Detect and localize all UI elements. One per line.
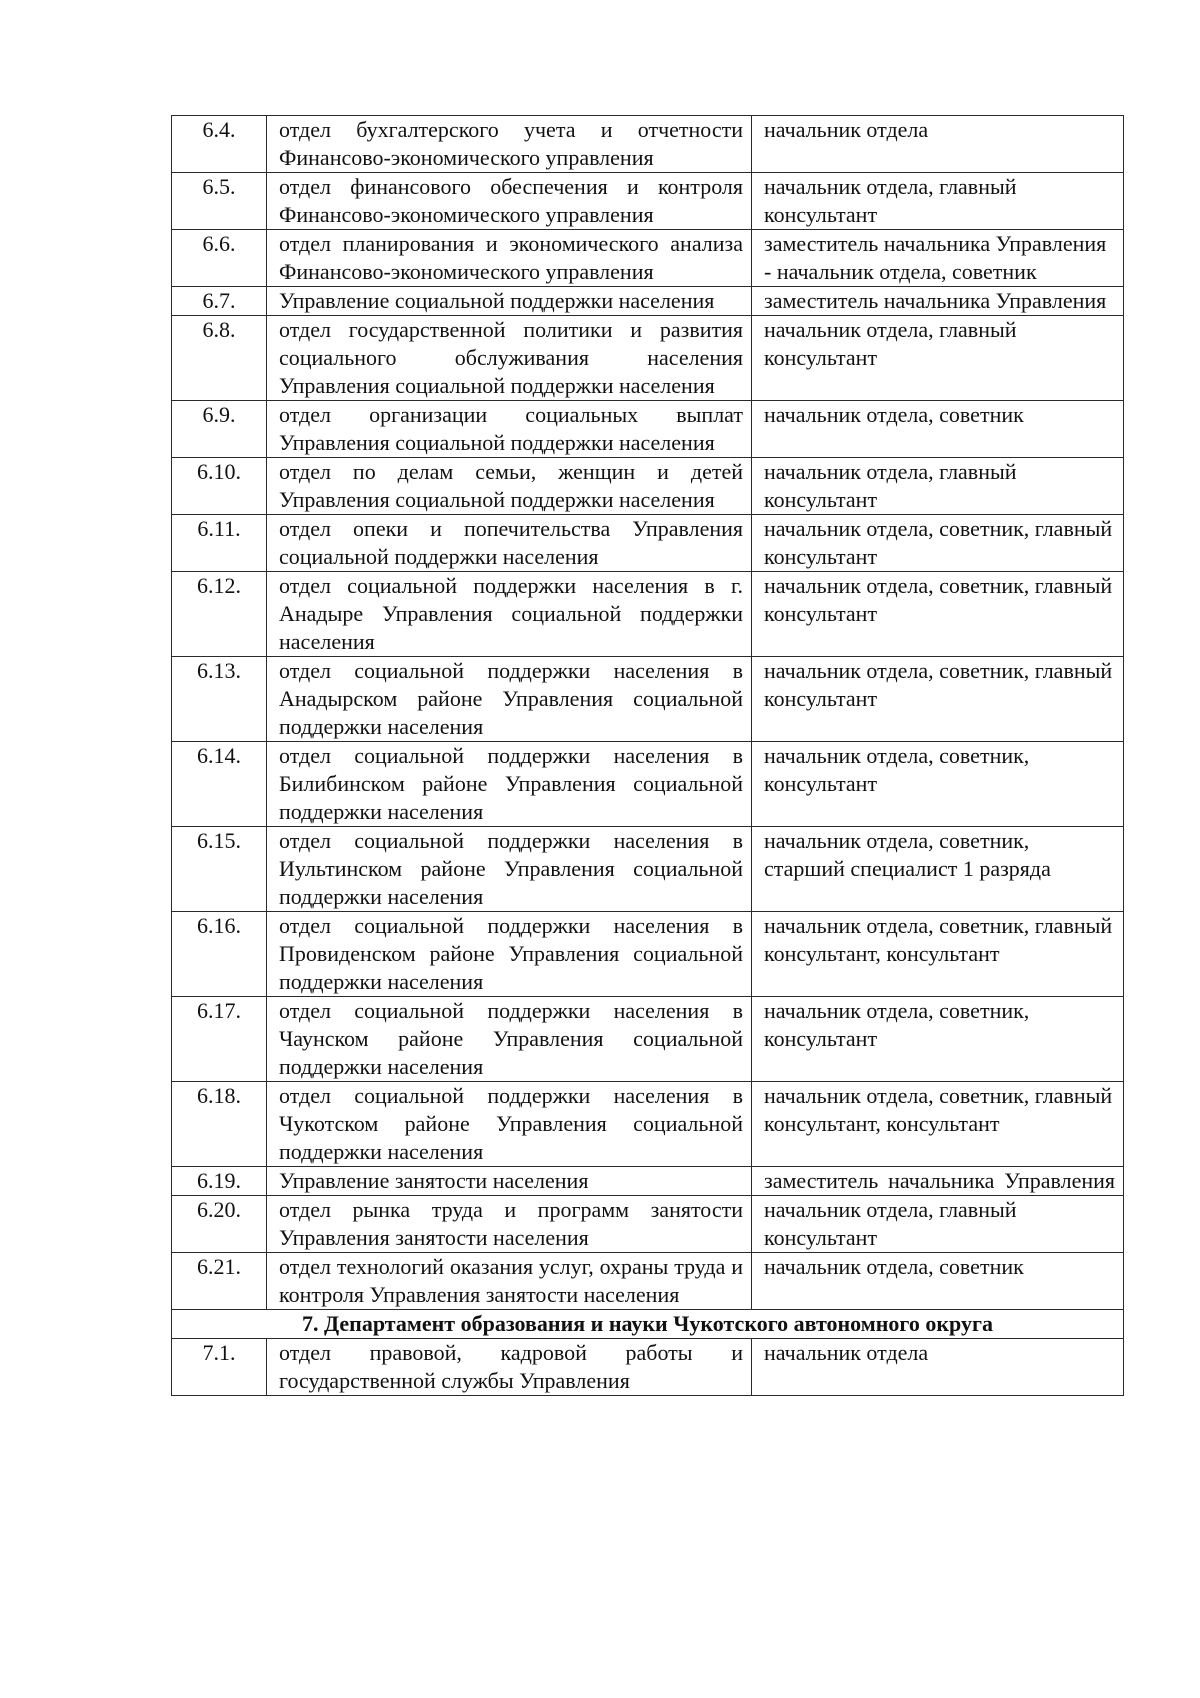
row-number: 6.15. [172,827,267,912]
table-row [172,401,1124,458]
department-name: отдел социальной поддержки населения в Анадырском районе Управления социальной поддержки населения [267,657,752,742]
positions: заместитель начальника Управления - начальник отдела, советник [752,230,1124,287]
positions: заместитель начальника Управления [752,1167,1124,1196]
department-name: отдел социальной поддержки населения в г. Анадыре Управления социальной поддержки населения [267,572,752,657]
positions: начальник отдела, главный консультант [752,1196,1124,1253]
table-body [172,116,1124,1396]
department-name: отдел финансового обеспечения и контроля Финансово-экономического управления [267,173,752,230]
positions: начальник отдела [752,1339,1124,1396]
department-name: отдел бухгалтерского учета и отчетности Финансово-экономического управления [267,116,752,173]
positions: начальник отдела, советник, главный консультант [752,657,1124,742]
positions: начальник отдела, главный консультант [752,458,1124,515]
positions: начальник отдела, советник, старший специалист 1 разряда [752,827,1124,912]
row-number: 6.11. [172,515,267,572]
department-name: отдел организации социальных выплат Управления социальной поддержки населения [267,401,752,458]
row-number: 6.21. [172,1253,267,1310]
table-row [172,572,1124,657]
row-number: 6.4. [172,116,267,173]
row-number: 6.16. [172,912,267,997]
positions: начальник отдела, советник [752,401,1124,458]
positions: начальник отдела, советник, консультант [752,742,1124,827]
row-number: 6.17. [172,997,267,1082]
row-number: 6.8. [172,316,267,401]
row-number: 6.13. [172,657,267,742]
positions: начальник отдела, советник, главный консультант, консультант [752,912,1124,997]
table-row [172,230,1124,287]
row-number: 6.6. [172,230,267,287]
department-name: отдел государственной политики и развития социального обслуживания населения Управления социальной поддержки населения [267,316,752,401]
table-row [172,116,1124,173]
positions: начальник отдела, советник, главный консультант [752,572,1124,657]
row-number: 6.7. [172,287,267,316]
table-row [172,1167,1124,1196]
department-name: отдел социальной поддержки населения в Иультинском районе Управления социальной поддержки населения [267,827,752,912]
positions: начальник отдела, главный консультант [752,173,1124,230]
department-name: Управление социальной поддержки населения [267,287,752,316]
department-name: отдел по делам семьи, женщин и детей Управления социальной поддержки населения [267,458,752,515]
row-number: 7.1. [172,1339,267,1396]
table-row [172,458,1124,515]
table-row [172,742,1124,827]
department-name: отдел опеки и попечительства Управления социальной поддержки населения [267,515,752,572]
table-row [172,657,1124,742]
row-number: 6.14. [172,742,267,827]
department-name: отдел социальной поддержки населения в Билибинском районе Управления социальной поддержки населения [267,742,752,827]
section-header-row [172,1310,1124,1339]
positions: начальник отдела, советник, консультант [752,997,1124,1082]
table-row [172,912,1124,997]
department-name: отдел социальной поддержки населения в Провиденском районе Управления социальной поддержки населения [267,912,752,997]
positions: начальник отдела, советник, главный консультант [752,515,1124,572]
department-name: отдел рынка труда и программ занятости Управления занятости населения [267,1196,752,1253]
table-row [172,1082,1124,1167]
row-number: 6.18. [172,1082,267,1167]
section-title: 7. Департамент образования и науки Чукотского автономного округа [172,1310,1124,1339]
table-row [172,1253,1124,1310]
positions: начальник отдела, советник, главный консультант, консультант [752,1082,1124,1167]
table-row [172,997,1124,1082]
table-row [172,1196,1124,1253]
staff-positions-table [171,115,1124,1396]
department-name: отдел социальной поддержки населения в Чукотском районе Управления социальной поддержки населения [267,1082,752,1167]
positions: начальник отдела [752,116,1124,173]
row-number: 6.9. [172,401,267,458]
department-name: отдел социальной поддержки населения в Чаунском районе Управления социальной поддержки населения [267,997,752,1082]
row-number: 6.20. [172,1196,267,1253]
row-number: 6.10. [172,458,267,515]
row-number: 6.12. [172,572,267,657]
table-row [172,287,1124,316]
positions: заместитель начальника Управления [752,287,1124,316]
department-name: отдел планирования и экономического анализа Финансово-экономического управления [267,230,752,287]
table-row [172,316,1124,401]
positions: начальник отдела, главный консультант [752,316,1124,401]
row-number: 6.5. [172,173,267,230]
row-number: 6.19. [172,1167,267,1196]
table-row [172,1339,1124,1396]
positions: начальник отдела, советник [752,1253,1124,1310]
department-name: отдел технологий оказания услуг, охраны труда и контроля Управления занятости населения [267,1253,752,1310]
table-row [172,173,1124,230]
table-row [172,515,1124,572]
department-name: отдел правовой, кадровой работы и государственной службы Управления [267,1339,752,1396]
table-row [172,827,1124,912]
department-name: Управление занятости населения [267,1167,752,1196]
